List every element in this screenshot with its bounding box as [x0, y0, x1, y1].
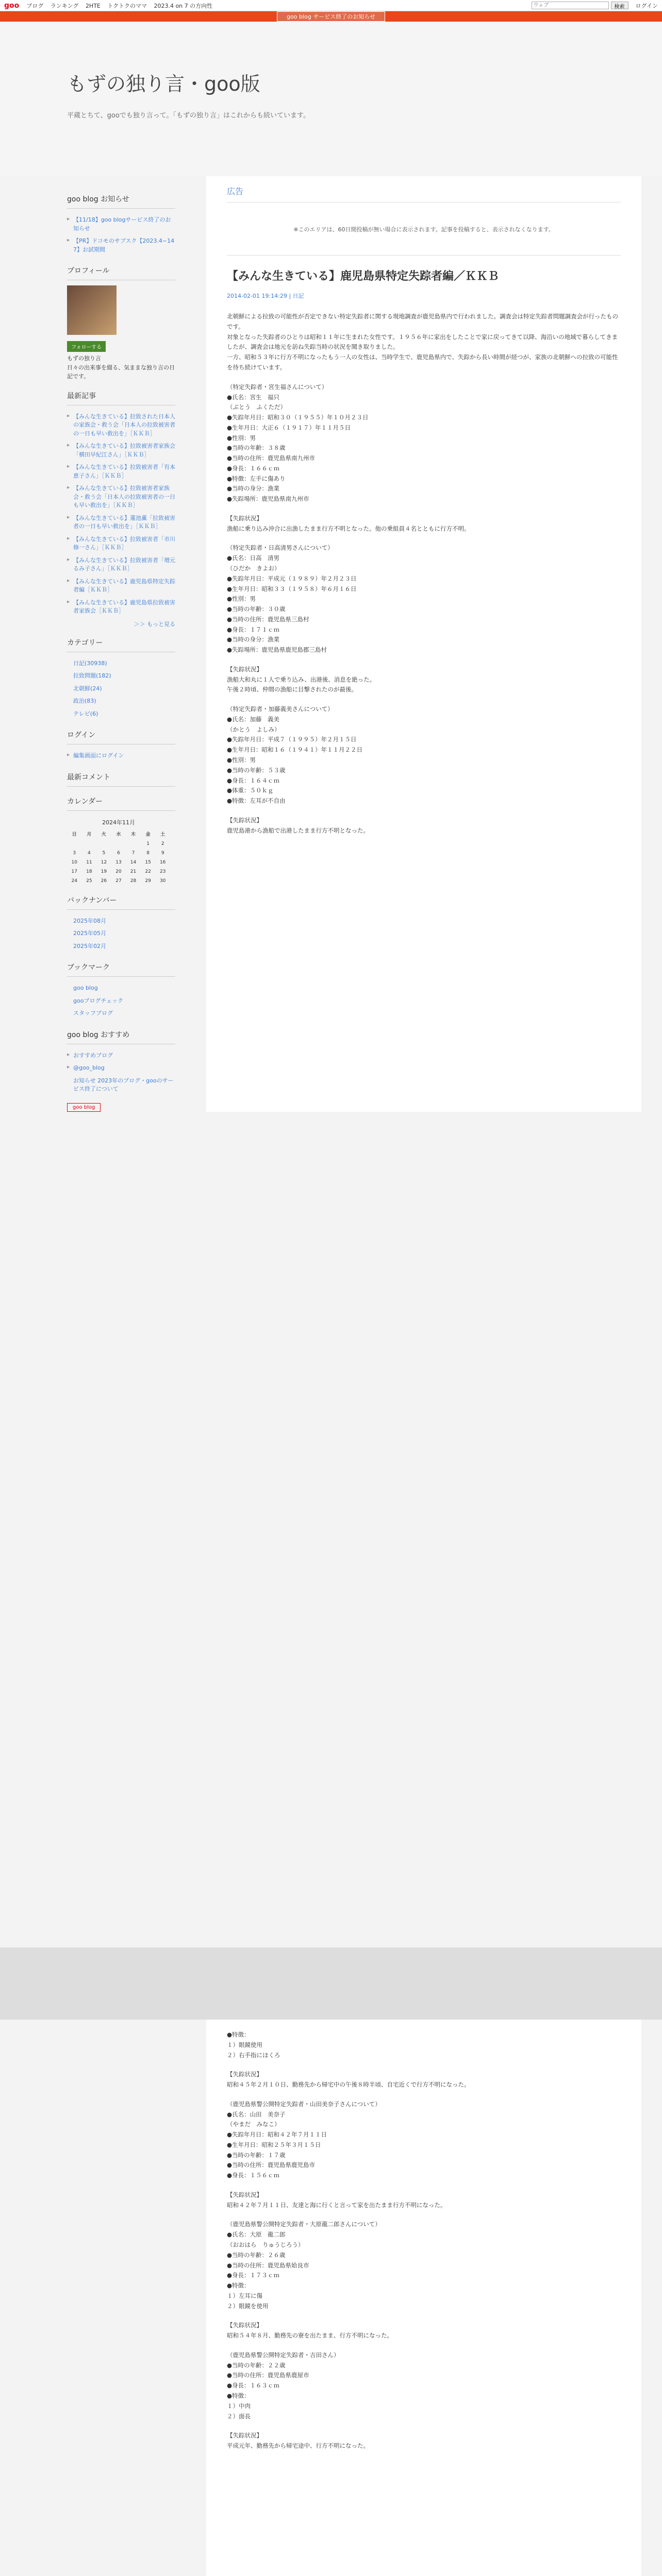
calendar-day: 21	[130, 869, 137, 874]
list-item[interactable]	[67, 940, 175, 953]
blog-description: 平蔵とちて、gooでも独り言って。「もずの独り言」はこれからも続いています。	[67, 112, 310, 120]
post-paragraph: ●氏名：大原 龍二郎	[227, 2231, 286, 2239]
calendar-day: 1	[146, 841, 150, 846]
backnumber-list	[67, 915, 175, 953]
ad-label: 広告	[227, 184, 621, 202]
post-paragraph: ●氏名：宮生 福只	[227, 393, 280, 401]
notice-item[interactable]	[67, 235, 175, 256]
list-item[interactable]	[67, 1062, 175, 1075]
post-paragraph: ２）右手指にほくろ	[227, 2051, 280, 2059]
post-paragraph	[227, 2311, 621, 2320]
post-paragraph: （ぶとう ふくただ）	[227, 403, 286, 411]
list-item[interactable]	[67, 440, 175, 461]
ad-note: ※このエリアは、60日間投稿が無い場合に表示されます。記事を投稿すると、表示されなくなります。	[293, 226, 554, 233]
recent-posts-list	[67, 411, 175, 618]
post-body-continued	[206, 2020, 641, 2576]
goo-blog-badge[interactable]: goo blog	[67, 1103, 101, 1112]
weekday: 水	[116, 832, 121, 837]
calendar-day	[126, 839, 141, 849]
recommend-link[interactable]: おすすめブログ	[73, 1052, 113, 1059]
calendar-day: 8	[146, 850, 150, 856]
recent-post-link[interactable]: 【みんな生きている】鹿児島県特定失踪者編［ＫＫＢ］	[73, 578, 175, 594]
backnumber-link[interactable]: 2025年05月	[73, 930, 106, 937]
notice-link[interactable]: 【PR】ドコモのサブスク【2023.4~14 7】お試期間	[73, 238, 175, 253]
post-paragraph: ●当時の身分：漁業	[227, 485, 280, 493]
calendar-day: 24	[71, 878, 77, 884]
login-link[interactable]: ログイン	[635, 2, 658, 9]
post-paragraph	[227, 534, 621, 543]
recent-post-link[interactable]: 【みんな生きている】拉致被害者家族会「横田早紀江さん」［ＫＫＢ］	[73, 443, 175, 458]
post-paragraph: ●当時の年齢：３８歳	[227, 444, 286, 452]
post-paragraph: ●当時の住所：鹿児島県三島村	[227, 615, 309, 623]
calendar-day: 19	[101, 869, 107, 874]
calendar-day: 6	[117, 850, 120, 856]
calendar-caption: 2024年11月	[102, 819, 135, 826]
post-paragraph: ●生年月日：昭和２５年３月１５日	[227, 2141, 321, 2148]
bookmark-heading: ブックマーク	[67, 962, 175, 977]
post-paragraph: ●生年月日：昭和３３（１９５８）年６月１６日	[227, 585, 357, 592]
calendar-day: 4	[87, 850, 91, 856]
bookmark-link[interactable]: スタッフブログ	[73, 1010, 113, 1017]
list-item[interactable]	[67, 1049, 175, 1062]
calendar-day: 17	[71, 869, 77, 874]
top-nav-link-notice[interactable]: 2023.4 on 7 の方向性	[154, 2, 213, 9]
service-notice-bar	[0, 11, 662, 22]
post-paragraph	[227, 2421, 621, 2431]
login-heading: ログイン	[67, 730, 175, 744]
recommend-list	[67, 1049, 175, 1096]
post-paragraph: （特定失踪者・宮生福さんについて）	[227, 383, 328, 391]
post-paragraph: ●特徴：	[227, 2392, 250, 2399]
post-paragraph: ●生年月日：昭和１６（１９４１）年１１月２２日	[227, 746, 363, 754]
post-paragraph	[227, 2090, 621, 2099]
calendar-day: 10	[71, 859, 77, 865]
list-item[interactable]	[67, 461, 175, 482]
calendar-day	[111, 839, 126, 849]
bookmark-list	[67, 982, 175, 1020]
post-paragraph: 【失踪状況】	[227, 665, 262, 673]
post-paragraph: ●身長：１７１ｃｍ	[227, 625, 280, 633]
calendar-day: 12	[101, 859, 107, 865]
post-paragraph	[227, 2181, 621, 2190]
post-paragraph: 【失踪状況】	[227, 2432, 262, 2439]
calendar-day: 18	[86, 869, 92, 874]
post-paragraph: 昭和４５年２月１０日、勤務先から帰宅中の午後８時半頃、自宅近くで行方不明になった。	[227, 2081, 470, 2089]
notice-list	[67, 214, 175, 256]
calendar-day: 30	[159, 878, 166, 884]
post-paragraph: 漁船大和丸に１人で乗り込み、出港後、消息を絶った。	[227, 675, 376, 683]
post-paragraph: １）眼鏡使用	[227, 2041, 262, 2048]
comments-heading: 最新コメント	[67, 772, 175, 787]
notice-heading: goo blog お知らせ	[67, 194, 175, 209]
calendar-day: 11	[86, 859, 92, 865]
post-paragraph: （やまだ みなこ）	[227, 2121, 280, 2128]
post-paragraph: ●当時の年齢：２２歳	[227, 2361, 286, 2369]
list-item[interactable]	[67, 482, 175, 512]
list-item[interactable]	[67, 657, 175, 670]
recent-more-link[interactable]: ＞＞ もっと見る	[134, 620, 175, 628]
post-paragraph: ●当時の身分：漁業	[227, 636, 280, 643]
weekday: 金	[145, 832, 151, 837]
blog-title[interactable]: もずの独り言・goo版	[67, 73, 260, 95]
calendar-day: 20	[115, 869, 122, 874]
list-item[interactable]	[67, 597, 175, 618]
search-button[interactable]: 検索	[611, 2, 628, 9]
calendar-day	[67, 839, 82, 849]
calendar-day: 14	[130, 859, 137, 865]
post-paragraph: 午後２時頃、仲間の漁船に目撃されたのが最後。	[227, 686, 357, 693]
post-paragraph: ２）面長	[227, 2412, 251, 2420]
calendar-day: 2	[161, 841, 164, 846]
recent-post-link[interactable]: 【みんな生きている】拉致被害者「有本恵子さん」［ＫＫＢ］	[73, 464, 175, 479]
category-link[interactable]: 日記(30938)	[73, 659, 107, 667]
post-paragraph: ●失踪年月日：昭和３０（１９５５）年１０月２３日	[227, 414, 369, 421]
list-item[interactable]	[67, 750, 175, 762]
post-paragraph: ●特徴：	[227, 2031, 250, 2038]
notice-item[interactable]	[67, 214, 175, 235]
list-item[interactable]	[67, 982, 175, 995]
calendar-day: 25	[86, 878, 92, 884]
post-paragraph: 【失踪状況】	[227, 816, 262, 824]
post-paragraph: ●当時の年齢：３０歳	[227, 605, 286, 613]
bookmark-link[interactable]: goo blog	[73, 985, 98, 992]
calendar-day: 3	[73, 850, 76, 856]
post-paragraph: （特定失踪者・日高清男さんについて）	[227, 544, 334, 552]
post-paragraph: （鹿児島県警公開特定失踪者・大原龍二郎さんについて）	[227, 2221, 381, 2228]
post-paragraph	[227, 2341, 621, 2350]
post-paragraph: ●当時の住所：鹿児島県南九州市	[227, 454, 316, 462]
blog-header	[0, 22, 662, 176]
post-paragraph: 【失踪状況】	[227, 2191, 262, 2198]
goo-logo[interactable]: goo	[4, 1, 20, 10]
top-navigation-bar	[0, 0, 662, 11]
post-paragraph: 鹿児島港から漁船で出港したまま行方不明となった。	[227, 826, 369, 834]
backnumber-heading: バックナンバー	[67, 895, 175, 910]
recent-post-link[interactable]: 【みんな生きている】拉致された日本人の家族会・救う会「日本人の拉致被害者の一日も早い救出を」［ＫＫＢ］	[73, 413, 175, 437]
top-nav-link-ranking[interactable]: ランキング	[50, 2, 79, 9]
list-item[interactable]	[67, 554, 175, 575]
category-link[interactable]: 北朝鮮(24)	[73, 685, 102, 692]
recent-post-link[interactable]: 【みんな生きている】拉致被害者「市川修一さん」［ＫＫＢ］	[73, 535, 175, 551]
post-paragraph: ●氏名：日高 清男	[227, 554, 280, 562]
post-paragraph: 【失踪状況】	[227, 2071, 262, 2078]
calendar-day	[96, 839, 111, 849]
recommend-notice-link[interactable]: お知らせ 2023年のブログ・gooのサービス終了について	[73, 1077, 174, 1093]
weekday: 土	[160, 832, 166, 837]
post-paragraph: 北朝鮮による拉致の可能性が否定できない特定失踪者に関する現地調査が鹿児島県内で行われました。調査会は特定失踪者問題調査会が行ったものです。	[227, 313, 618, 330]
post-paragraph: ●失踪年月日：昭和４２年７月１１日	[227, 2131, 327, 2139]
post-paragraph: ●当時の住所：鹿児島県姶良市	[227, 2261, 309, 2269]
post-paragraph: ●失踪場所：鹿児島県鹿児島郡三島村	[227, 646, 327, 654]
post-paragraph	[227, 504, 621, 514]
post-paragraph: （鹿児島県警公開特定失踪者・山田美奈子さんについて）	[227, 2100, 381, 2108]
list-item[interactable]	[67, 1007, 175, 1020]
post-paragraph: ●身長：１６６ｃｍ	[227, 464, 280, 472]
edit-login-link[interactable]: 編集画面にログイン	[73, 752, 124, 759]
post-paragraph: ●体重：５０ｋｇ	[227, 787, 274, 794]
recent-post-link[interactable]: 【みんな生きている】拉致被害者家族会・救う会「日本人の拉致被害者の一日も早い救出を」［ＫＫＢ］	[73, 485, 175, 509]
post-paragraph: ●生年月日：大正６（１９１７）年１１月５日	[227, 423, 351, 431]
list-item[interactable]	[67, 575, 175, 597]
profile-heading: プロフィール	[67, 265, 175, 280]
service-end-notice-link[interactable]: goo blog サービス終了のお知らせ	[277, 11, 385, 22]
list-item[interactable]	[67, 708, 175, 721]
category-list	[67, 657, 175, 721]
calendar-day: 22	[145, 869, 151, 874]
list-item[interactable]	[67, 512, 175, 533]
post-paragraph: （特定失踪者・加藤義美さんについて）	[227, 705, 334, 713]
post-paragraph: ●失踪年月日：平成７（１９９５）年２月１５日	[227, 736, 357, 743]
post-paragraph	[227, 373, 621, 382]
post-paragraph: ２）眼鏡を使用	[227, 2302, 269, 2310]
calendar-day: 9	[161, 850, 164, 856]
list-item[interactable]	[67, 995, 175, 1008]
post-paragraph: ●当時の年齢：５３歳	[227, 766, 286, 774]
recent-post-link[interactable]: 【みんな生きている】拉致被害者「増元るみ子さん」［ＫＫＢ］	[73, 556, 175, 572]
post-paragraph: ●失踪年月日：平成元（１９８９）年２月２３日	[227, 574, 357, 582]
list-item[interactable]	[67, 1075, 175, 1096]
post-paragraph: ●性別：男	[227, 434, 256, 442]
post-paragraph: 漁船に乗り込み沖合に出漁したまま行方不明となった。他の乗組員４名とともに行方不明。	[227, 524, 470, 532]
profile-avatar[interactable]	[67, 285, 117, 335]
weekday: 木	[131, 832, 136, 837]
weekday: 火	[101, 832, 106, 837]
list-item[interactable]	[67, 927, 175, 940]
post-date[interactable]: 2014-02-01 19:14:29 | 日記	[227, 293, 304, 300]
list-item[interactable]	[67, 670, 175, 683]
page-continuation	[0, 2020, 662, 2576]
notice-link[interactable]: 【11/18】goo blogサービス終了のお知らせ	[73, 216, 171, 232]
post-paragraph: ●特徴：左手に傷あり	[227, 474, 286, 482]
main-content	[206, 176, 641, 1112]
weekday: 月	[87, 832, 92, 837]
post-paragraph: （鹿児島県警公開特定失踪者・吉田さん）	[227, 2351, 340, 2359]
post-paragraph: 平成元年、勤務先から帰宅途中、行方不明になった。	[227, 2442, 369, 2450]
post-paragraph: 対象となった失踪者のひとりは昭和１１年に生まれた女性です。１９５６年に家出をしたことで家に戻ってきて以降、海沿いの地域で暮らしてきましたが、調査会は地元を訪ね失踪当時の状況を聞き取りました。	[227, 333, 618, 351]
calendar-heading: カレンダー	[67, 796, 175, 811]
post-paragraph: （ひだか きよお）	[227, 565, 280, 572]
post-paragraph: 昭和４２年７月１１日、友達と海に行くと言って家を出たまま行方不明になった。	[227, 2201, 446, 2209]
post-paragraph: ●特徴：左耳が不自由	[227, 797, 286, 805]
top-nav-link-blog[interactable]: ブログ	[26, 2, 44, 9]
calendar-day: 27	[115, 878, 122, 884]
calendar-day: 26	[101, 878, 107, 884]
top-nav-link-hte[interactable]: 2HTE	[85, 2, 101, 9]
recommend-heading: goo blog おすすめ	[67, 1029, 175, 1044]
post-paragraph: ●性別：男	[227, 756, 256, 764]
login-list	[67, 750, 175, 762]
post-paragraph: ●身長：１５６ｃｍ	[227, 2172, 280, 2179]
post-paragraph: １）左耳に傷	[227, 2292, 262, 2299]
post-paragraph: 一方、昭和５３年に行方不明になったもう一人の女性は、当時学生で、鹿児島県内で、失踪から長い時間が経つが、家族の北朝鮮への拉致の可能性を待ち続けています。	[227, 353, 618, 371]
recent-posts-heading: 最新記事	[67, 391, 175, 405]
list-item[interactable]	[67, 411, 175, 440]
post-paragraph: ●失踪場所：鹿児島県南九州市	[227, 495, 309, 503]
calendar-day	[82, 839, 97, 849]
post-paragraph: ●当時の住所：鹿児島県鹿児島市	[227, 2161, 316, 2169]
post-paragraph: ●氏名：加藤 義美	[227, 715, 280, 723]
post-paragraph: ●身長：１６４ｃｍ	[227, 776, 280, 784]
calendar-day: 15	[145, 859, 151, 865]
calendar-day: 16	[159, 859, 166, 865]
post-paragraph	[227, 806, 621, 816]
calendar-day: 13	[115, 859, 122, 865]
search-input[interactable]	[532, 2, 609, 9]
category-link[interactable]: 拉致問題(182)	[73, 672, 111, 680]
post-paragraph: ●当時の住所：鹿児島県鹿屋市	[227, 2371, 309, 2379]
weekday: 日	[72, 832, 77, 837]
post-paragraph: １）中肉	[227, 2402, 251, 2410]
recent-post-link[interactable]: 【みんな生きている】蓮池薫「拉致被害者の一日も早い救出を」［ＫＫＢ］	[73, 514, 175, 530]
profile-text: 日々の出来事を綴る、気ままな独り言の日記です。	[67, 364, 175, 380]
post-paragraph: 昭和５４年８月、勤務先の寮を出たまま、行方不明になった。	[227, 2332, 393, 2340]
bookmark-link[interactable]: gooブログチェック	[73, 997, 124, 1004]
calendar-day: 28	[130, 878, 137, 884]
calendar-day: 23	[159, 869, 166, 874]
post-paragraph: ●当時の年齢：１７歳	[227, 2151, 286, 2159]
calendar	[67, 816, 170, 886]
list-item[interactable]	[67, 533, 175, 554]
post-paragraph	[227, 655, 621, 665]
post-paragraph: ●特徴：	[227, 2282, 250, 2290]
post-paragraph: 【失踪状況】	[227, 514, 262, 522]
category-link[interactable]: 政治(83)	[73, 698, 96, 705]
post-paragraph: ●性別：男	[227, 595, 256, 603]
list-item[interactable]	[67, 683, 175, 696]
profile-name[interactable]: もずの独り言	[67, 355, 101, 362]
post-paragraph	[227, 2210, 621, 2219]
post-paragraph: ●身長：１６３ｃｍ	[227, 2382, 280, 2389]
backnumber-link[interactable]: 2025年08月	[73, 917, 106, 924]
follow-button[interactable]: フォローする	[67, 341, 106, 352]
post-body	[227, 312, 621, 836]
category-link[interactable]: テレビ(6)	[73, 710, 98, 717]
page-divider-band	[0, 1947, 662, 2020]
search-area	[532, 2, 658, 10]
sidebar	[67, 176, 175, 1112]
recent-post-link[interactable]: 【みんな生きている】鹿児島県拉致被害者家族会［ＫＫＢ］	[73, 599, 175, 615]
twitter-link[interactable]: @goo_blog	[73, 1064, 105, 1072]
post-paragraph: ●当時の年齢：２６歳	[227, 2251, 286, 2259]
top-nav-link-mama[interactable]: トクトクのママ	[107, 2, 147, 9]
post-paragraph: （おおはら りゅうじろう）	[227, 2241, 304, 2249]
post-paragraph: （かとう よしみ）	[227, 725, 280, 733]
post-paragraph	[227, 695, 621, 704]
calendar-day: 7	[131, 850, 135, 856]
post-paragraph: 【失踪状況】	[227, 2321, 262, 2329]
post-paragraph: ●身長：１７３ｃｍ	[227, 2272, 280, 2279]
backnumber-link[interactable]: 2025年02月	[73, 942, 106, 950]
category-heading: カテゴリー	[67, 637, 175, 652]
post-title[interactable]: 【みんな生きている】鹿児島県特定失踪者編／ＫＫＢ	[227, 255, 621, 286]
top-nav-links	[26, 2, 218, 10]
calendar-day: 5	[102, 850, 106, 856]
post-paragraph: ●氏名：山田 美奈子	[227, 2110, 286, 2118]
calendar-day: 29	[145, 878, 151, 884]
list-item[interactable]	[67, 695, 175, 708]
content-wrapper	[0, 176, 662, 1112]
list-item[interactable]	[67, 915, 175, 928]
post-paragraph	[227, 2060, 621, 2070]
